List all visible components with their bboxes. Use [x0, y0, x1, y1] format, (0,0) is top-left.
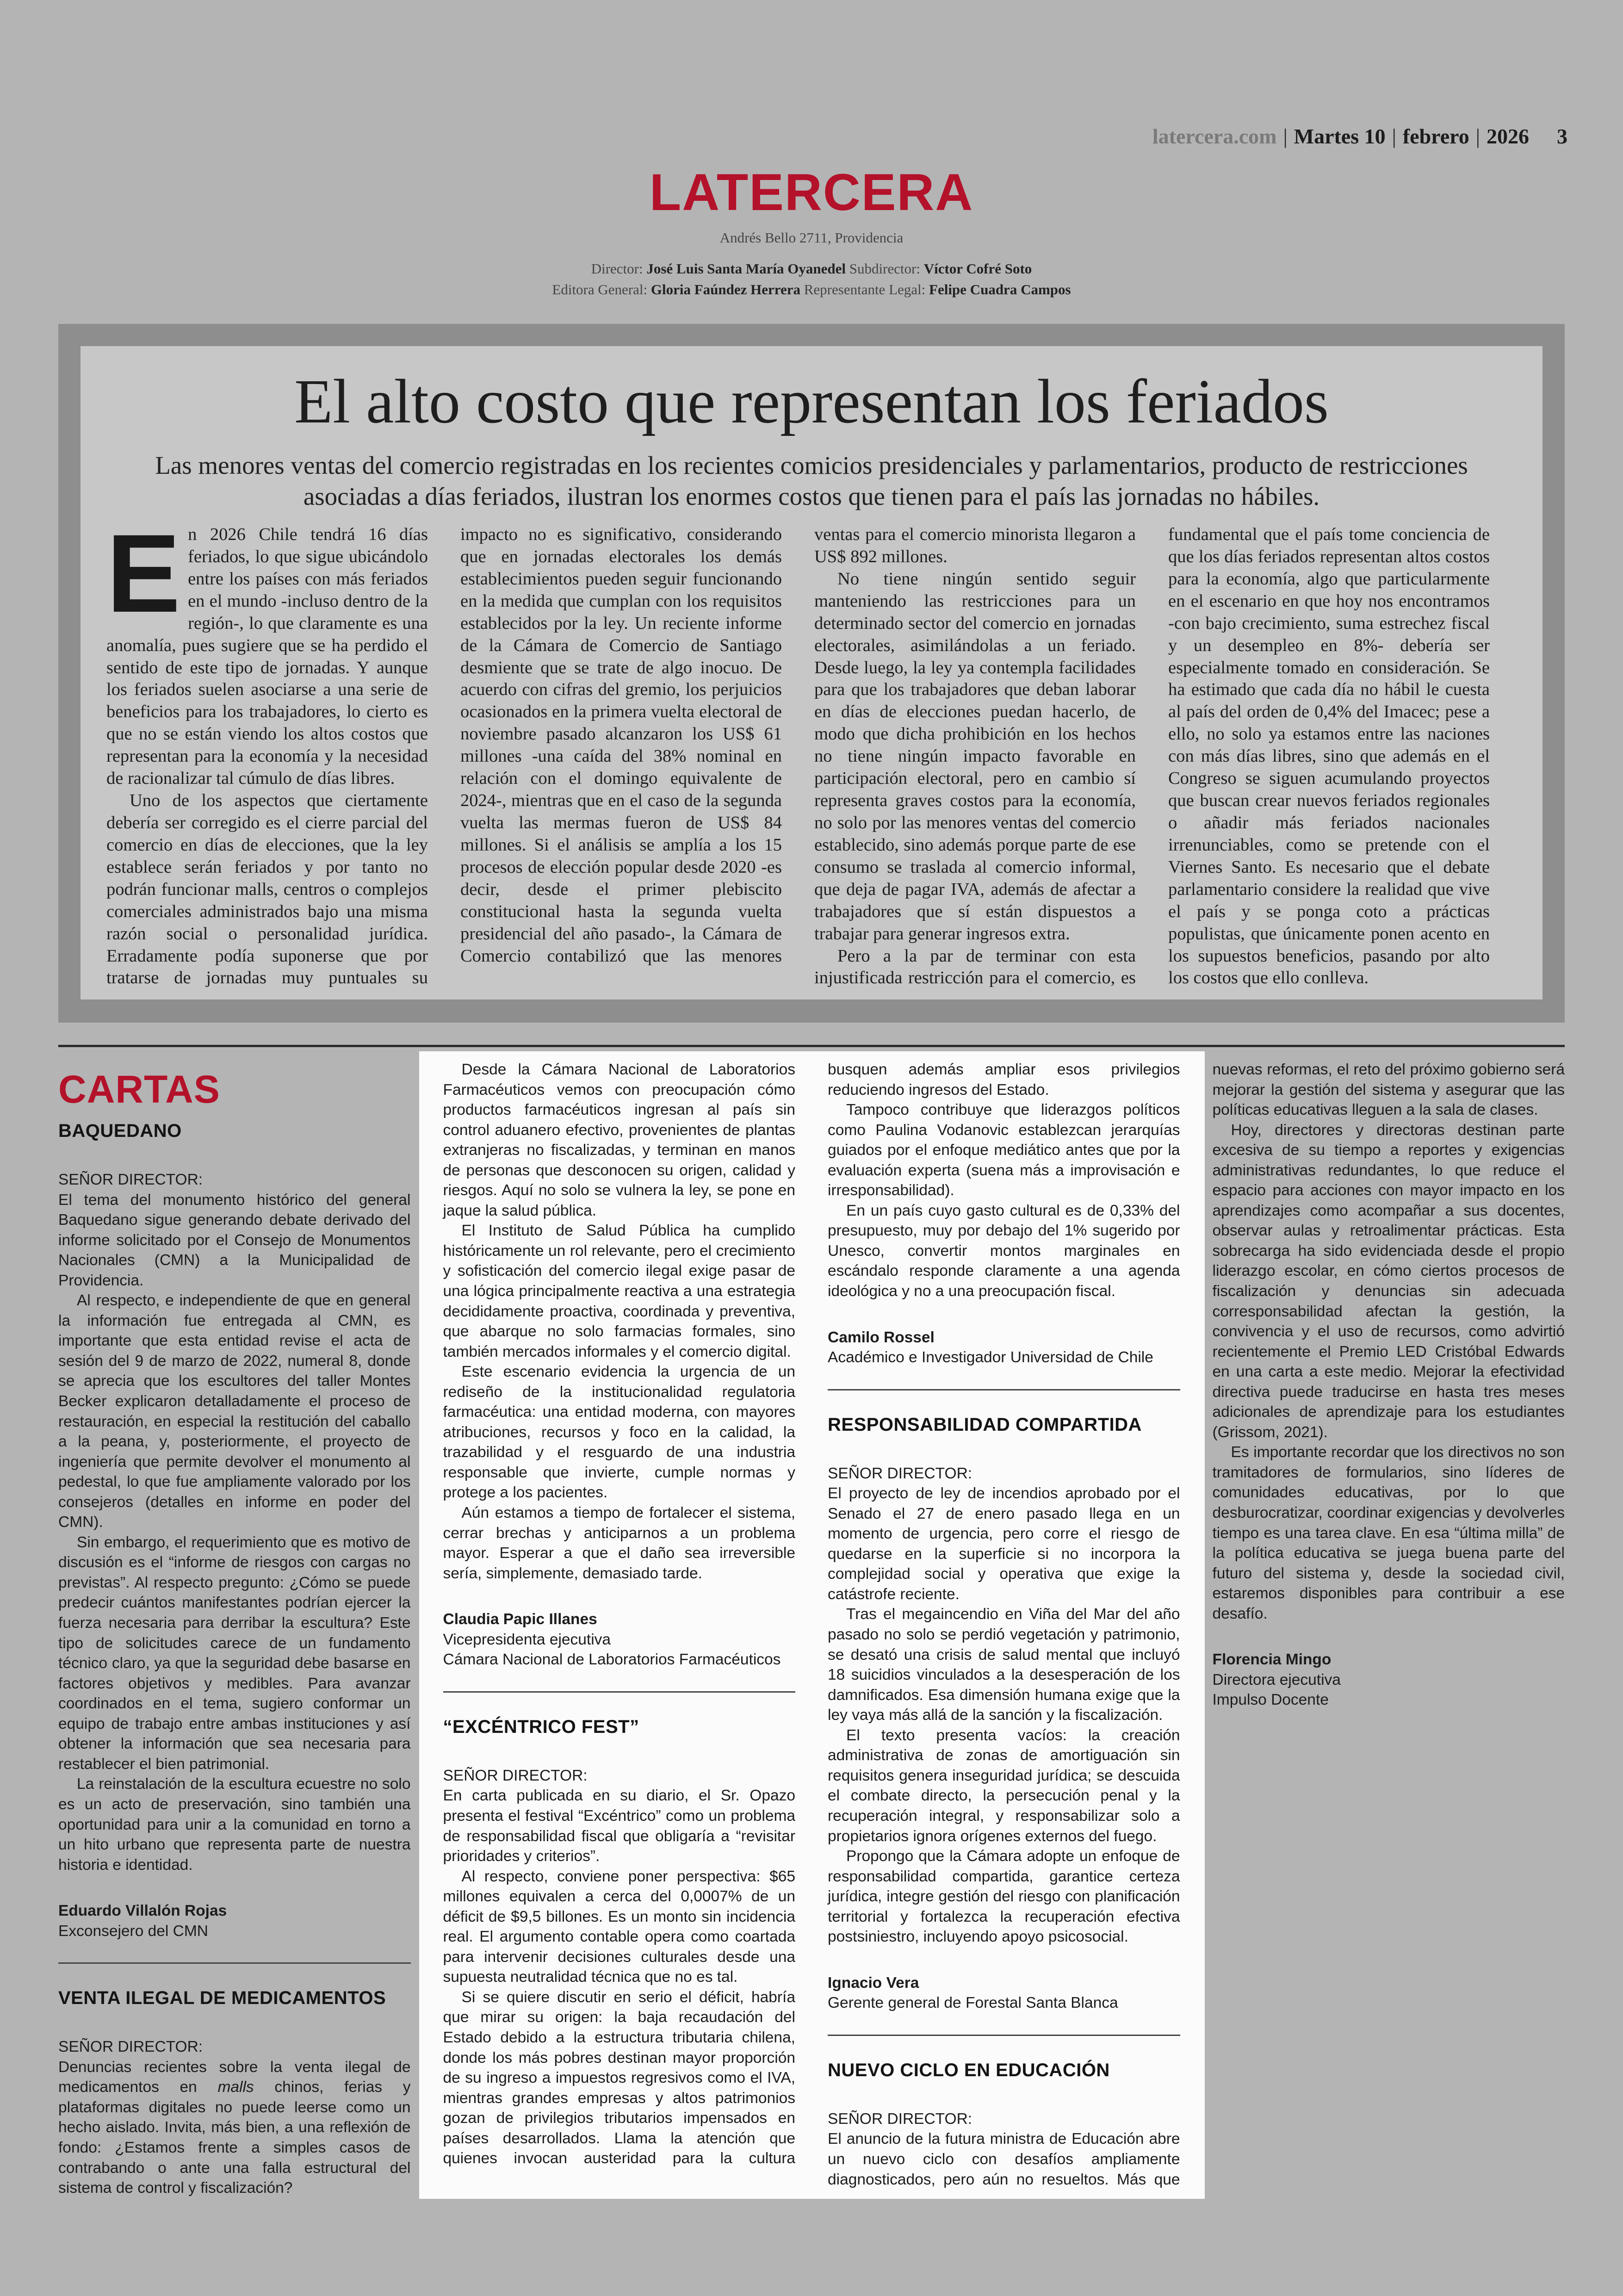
letter-heading-excentrico: “EXCÉNTRICO FEST”	[443, 1716, 639, 1737]
editorial-columns	[106, 524, 1490, 991]
letter-paragraph: Al respecto, e independiente de que en general la información fue entregada al CMN, es importante que esta entidad revise el acta de sesión del 9 de marzo de 2022, numeral 8, donde se aprecia que los escultores del taller Montes Becker explicaron detalladamente el proceso de restauración, en especial la restitución del caballo a la peana, y, posteriormente, el proyecto de ingeniería que permite devolver el monumento al pedestal, lo que fue ampliamente valorado por los consejeros (detalles en informe en poder del CMN).	[58, 1292, 411, 1531]
letter-paragraph: Denuncias recientes sobre la venta ilegal de medicamentos en malls chinos, ferias y plataformas digitales no puede leerse como un hecho aislado. Invita, más bien, a una reflexión de fondo: ¿Estamos frente a simples casos de contrabando o ante una falla estructural del sistema de control y fiscalización?	[58, 2058, 411, 2197]
separator: |	[1475, 124, 1480, 148]
page-number: 3	[1557, 124, 1567, 148]
representante-name: Felipe Cuadra Campos	[929, 281, 1071, 298]
editora-label: Editora General:	[552, 281, 648, 298]
staff-line-1	[0, 259, 1623, 279]
letter-paragraph: En un país cuyo gasto cultural es de 0,33% del presupuesto, muy por debajo del 1% sugerido por Unesco, convertir montos marginales en escándalo responde claramente a una agenda ideológica y no a una preocupación fiscal.	[828, 1202, 1180, 1300]
letter-paragraph: Al respecto, conviene poner perspectiva: $65 millones equivalen a cerca del 0,0007% de un déficit de $9,5 billones. Es un monto sin incidencia real. El argumento contable opera como coartada para intervenir decisiones culturales desde una supuesta neutralidad técnica que no es tal.	[443, 1868, 795, 1986]
page-header-line	[1152, 124, 1567, 149]
editorial-paragraph: En 2026 Chile tendrá 16 días feriados, lo que sigue ubicándolo entre los países con más feriados en el mundo -incluso dentro de la región-, lo que claramente es una anomalía, pues sugiere que se ha perdido el sentido de este tipo de jornadas. Y aunque los feriados suelen asociarse a una serie de beneficios para los trabajadores, lo cierto es que no se están viendo los altos costos que representan para la economía y la necesidad de racionalizar tal cúmulo de días libres.	[106, 524, 428, 788]
editorial-paragraph: Uno de los aspectos que ciertamente debería ser corregido es el cierre parcial del comercio en días de elecciones, que la ley establece serán feriados y por tanto no podrán funcionar malls, centros o complejos comerciales administrados bajo una misma razón social o personalidad jurídica. Erradamente podía suponerse que por tratarse de jornadas muy puntuales su impacto no es significativo, considerando que en jornadas electorales los demás establecimientos pueden seguir funcionando en la medida que cumplan con los requisitos establecidos por la ley. Un reciente informe de la Cámara de Comercio de Santiago desmiente que se trate de algo inocuo. De acuerdo con cifras del gremio, los perjuicios ocasionados en la primera vuelta electoral de noviembre pasado alcanzaron los US$ 61 millones -una caída del 38% nominal en relación con el domingo equivalente de 2024-, mientras que en el caso de la segunda vuelta las mermas fueron de US$ 84 millones. Si el análisis se amplía a los 15 procesos de elección popular desde 2020 -es decir, desde el primer plebiscito constitucional hasta la segunda vuelta presidencial del año pasado-, la Cámara de Comercio contabilizó que las menores ventas para el comercio minorista llegaron a US$ 892 millones.	[106, 525, 1136, 988]
salutation: SEÑOR DIRECTOR:	[443, 1767, 588, 1784]
editorial-paragraph: No tiene ningún sentido seguir manteniendo las restricciones para un determinado sector del comercio en jornadas electorales, asimilándolas a un feriado. Desde luego, la ley ya contempla facilidades para que los trabajadores que deban laborar en días de elecciones puedan hacerlo, de modo que dicha prohibición en los hechos no tiene ningún impacto favorable en participación electoral, pero en cambio sí representa graves costos para la economía, no solo por las menores ventas del comercio establecido, sino además porque parte de ese consumo se traslada al comercio informal, que deja de pagar IVA, además de afectar a trabajadores que sí están dispuestos a trabajar para generar ingresos extra.	[814, 569, 1136, 943]
site-url[interactable]: latercera.com	[1152, 124, 1277, 148]
letter-signer: Ignacio Vera	[828, 1974, 919, 1992]
address: Andrés Bello 2711, Providencia	[719, 230, 904, 246]
letter-paragraph: Aún estamos a tiempo de fortalecer el sistema, cerrar brechas y anticiparnos a un problema mayor. Esperar a que el daño sea irreversible sería, simplemente, demasiado tarde.	[443, 1504, 795, 1582]
staff-line-2	[0, 279, 1623, 300]
letter-paragraph: Si se quiere discutir en serio el déficit, habría que mirar su origen: la baja recaudación del Estado debido a la estructura tributaria chilena, donde los más pobres destinan mayor proporción de su ingreso a impuestos regresivos como el IVA, mientras grandes empresas y altos patrimonios gozan de privilegios tributarios impensados en países desarrollados. Llama la atención que quienes invocan austeridad para la cultura busquen además ampliar esos privilegios reduciendo ingresos del Estado.	[443, 1061, 1180, 2167]
letter-paragraph: El anuncio de la futura ministra de Educación abre un nuevo ciclo con desafíos ampliamente diagnosticados, pero aún no resueltos. Más que nuevas reformas, el reto del próximo gobierno será mejorar la gestión del sistema y asegurar que las políticas educativas lleguen a la sala de clases.	[828, 1061, 1565, 2188]
letter-paragraph: Tampoco contribuye que liderazgos políticos como Paulina Vodanovic establezcan jerarquías guiados por el enfoque mediático antes que por la evaluación experta (suena más a improvisación e irresponsabilidad).	[828, 1101, 1180, 1199]
letters-columns	[58, 1060, 1565, 2203]
drop-cap: E	[106, 524, 181, 635]
letter-heading-educacion: NUEVO CICLO EN EDUCACIÓN	[828, 2060, 1110, 2080]
letter-signer-title: Exconsejero del CMN	[58, 1922, 208, 1940]
letter-signer-title: Gerente general de Forestal Santa Blanca	[828, 1994, 1118, 2012]
date-month: febrero	[1402, 124, 1469, 148]
letter-signer-org: Cámara Nacional de Laboratorios Farmacéuticos	[443, 1651, 781, 1669]
letter-paragraph: Tras el megaincendio en Viña del Mar del año pasado no solo se perdió vegetación y patrimonio, se desató una crisis de salud mental que incluyó 18 suicidios vinculados a la desesperación de los damnificados. Esa dimensión humana exige que la ley vaya más allá de la sanción y la fiscalización.	[828, 1606, 1180, 1724]
salutation: SEÑOR DIRECTOR:	[828, 1464, 973, 1482]
letter-paragraph: Sin embargo, el requerimiento que es motivo de discusión es el “informe de riesgos con cargas no previstas”. Al respecto pregunto: ¿Cómo se puede predecir cuántos manifestantes podrían ejercer la fuerza necesaria para derribar la escultura? Este tipo de solicitudes carece de un fundamento técnico claro, ya que la seguridad debe basarse en factores objetivos y medibles. Para avanzar coordinados en el tema, sugiero conformar un equipo de trabajo entre ambas instituciones y así obtener la información que sea necesaria para restablecer el bien patrimonial.	[58, 1533, 411, 1773]
letter-signer-title: Vicepresidenta ejecutiva	[443, 1631, 611, 1648]
letter-paragraph: El Instituto de Salud Pública ha cumplido históricamente un rol relevante, pero el crecimiento y sofisticación del comercio ilegal exige pasar de una lógica principalmente reactiva a una estrategia decididamente proactiva, coordinada y preventiva, que abarque no solo farmacias formales, sino también mercados informales y el comercio digital.	[443, 1222, 795, 1360]
letter-divider	[58, 1962, 411, 1964]
letter-heading-responsabilidad: RESPONSABILIDAD COMPARTIDA	[828, 1414, 1142, 1435]
letter-signer: Eduardo Villalón Rojas	[58, 1902, 227, 1920]
letter-signer: Florencia Mingo	[1212, 1651, 1332, 1669]
letter-divider	[828, 2035, 1180, 2036]
editora-name: Gloria Faúndez Herrera	[650, 281, 800, 298]
letter-divider	[828, 1389, 1180, 1390]
letter-paragraph: Propongo que la Cámara adopte un enfoque de responsabilidad compartida, garantice certeza jurídica, integre gestión del riesgo con planificación territorial y fortalezca la recuperación efectiva postsiniestro, incluyendo apoyo psicosocial.	[828, 1848, 1180, 1946]
director-label: Director:	[591, 260, 643, 277]
letter-paragraph: El tema del monumento histórico del general Baquedano sigue generando debate derivado del informe solicitado por el Consejo de Monumentos Nacionales (CMN) a la Municipalidad de Providencia.	[58, 1191, 411, 1289]
editorial-title: El alto costo que representan los feriados	[294, 367, 1329, 436]
letter-paragraph: El texto presenta vacíos: la creación administrativa de zonas de amortiguación sin requisitos genera inseguridad jurídica; se descuida el combate directo, la persecución penal y la recuperación integral, y responsabilizar solo a propietarios ignora orígenes externos del fuego.	[828, 1726, 1180, 1845]
date-day: Martes 10	[1294, 124, 1386, 148]
letters-section-title: CARTAS	[58, 1067, 220, 1111]
editorial-box	[81, 346, 1542, 999]
subdirector-label: Subdirector:	[849, 260, 920, 277]
date-year: 2026	[1487, 124, 1529, 148]
section-divider	[58, 1045, 1565, 1047]
masthead	[0, 163, 1623, 300]
letter-signer-title: Académico e Investigador Universidad de Chile	[828, 1349, 1153, 1366]
letter-divider	[443, 1691, 796, 1693]
letter-signer: Claudia Papic Illanes	[443, 1611, 597, 1628]
letter-heading-medicamentos: VENTA ILEGAL DE MEDICAMENTOS	[58, 1988, 386, 2009]
letter-paragraph: El proyecto de ley de incendios aprobado por el Senado el 27 de enero pasado llega en un momento de urgencia, pero corre el riesgo de quedarse en la superficie si no incorpora la complejidad social y operativa que exige la catástrofe reciente.	[828, 1485, 1180, 1603]
separator: |	[1392, 124, 1396, 148]
letter-heading-baquedano: BAQUEDANO	[58, 1121, 182, 1141]
letter-paragraph: En carta publicada en su diario, el Sr. Opazo presenta el festival “Excéntrico” como un problema de responsabilidad fiscal que obligaría a “revisitar prioridades y criterios”.	[443, 1787, 795, 1865]
representante-label: Representante Legal:	[804, 281, 926, 298]
editorial-paragraph: Pero a la par de terminar con esta injustificada restricción para el comercio, es fundamental que el país tome conciencia de que los días feriados representan altos costos para la economía, algo que particularmente en el escenario en que hoy nos encontramos -con bajo crecimiento, suma estrechez fiscal y un desempleo en 8%- debería ser especialmente tomado en consideración. Se ha estimado que cada día no hábil le cuesta al país del orden de 0,4% del Imacec; pese a ello, no solo ya estamos entre las naciones con más días libres, sino que además en el Congreso se siguen acumulando proyectos que buscan crear nuevos feriados regionales o añadir más feriados nacionales irrenunciables, como se pretende con el Viernes Santo. Es necesario que el debate parlamentario considere la realidad que vive el país y se ponga coto a prácticas populistas, que únicamente ponen acento en los supuestos beneficios, pasando por alto los costos que ello conlleva.	[814, 525, 1490, 988]
letter-paragraph: La reinstalación de la escultura ecuestre no solo es un acto de preservación, sino también una oportunidad para unir a la comunidad en torno a un hito urbano que representa parte de nuestra historia e identidad.	[58, 1775, 411, 1874]
salutation: SEÑOR DIRECTOR:	[58, 2038, 203, 2056]
letter-paragraph: Este escenario evidencia la urgencia de un rediseño de la institucionalidad regulatoria farmacéutica: una entidad moderna, con mayores atribuciones, recursos y foco en la calidad, la trazabilidad y el resguardo de una industria responsable que invierte, cumple normas y protege a los pacientes.	[443, 1363, 795, 1502]
separator: |	[1283, 124, 1288, 148]
letter-signer-org: Impulso Docente	[1212, 1691, 1329, 1709]
salutation: SEÑOR DIRECTOR:	[828, 2110, 973, 2128]
letter-signer: Camilo Rossel	[828, 1328, 935, 1346]
newspaper-logo: LATERCERA	[649, 163, 974, 221]
letter-paragraph: Hoy, directores y directoras destinan parte excesiva de su tiempo a reportes y exigencias administrativas redundantes, lo que reduce el espacio para acciones con mayor impacto en los aprendizajes como acompañar a sus docentes, observar aulas y retroalimentar prácticas. Esta sobrecarga ha sido evidenciada desde el propio liderazgo escolar, en cómo ciertos procesos de fiscalización y denuncias sin adecuada corresponsabilidad afectan la gestión, la convivencia y el uso de recursos, como advirtió recientemente el Premio LED Cristóbal Edwards en una carta a este medio. Mejorar la efectividad directiva puede traducirse en hasta tres meses adicionales de aprendizaje para los estudiantes (Grissom, 2021).	[1212, 1121, 1565, 1441]
letter-signer-title: Directora ejecutiva	[1212, 1671, 1341, 1688]
letter-paragraph: Desde la Cámara Nacional de Laboratorios Farmacéuticos vemos con preocupación cómo productos farmacéuticos ingresan al país sin control aduanero efectivo, provenientes de plantas extranjeras no fiscalizadas, y terminan en manos de personas que desconocen su origen, calidad y riesgos. Aquí no solo se vulnera la ley, se pone en jaque la salud pública.	[443, 1061, 795, 1219]
salutation: SEÑOR DIRECTOR:	[58, 1171, 203, 1188]
director-name: José Luis Santa María Oyanedel	[646, 260, 846, 277]
subdirector-name: Víctor Cofré Soto	[923, 260, 1032, 277]
editorial-deck: Las menores ventas del comercio registradas en los recientes comicios presidenciales y parlamentarios, producto de restricciones asociadas a días feriados, ilustran los enormes costos que tienen para el país las jornadas no hábiles.	[155, 451, 1468, 511]
letter-paragraph: Es importante recordar que los directivos no son tramitadores de formularios, sino líderes de comunidades educativas, por lo que desburocratizar, coordinar exigencias y devolverles tiempo es una tarea clave. En esa “última milla” de la política educativa se juega buena parte del futuro del sistema y, desde la sociedad civil, estaremos disponibles para contribuir a ese desafío.	[1212, 1444, 1565, 1622]
